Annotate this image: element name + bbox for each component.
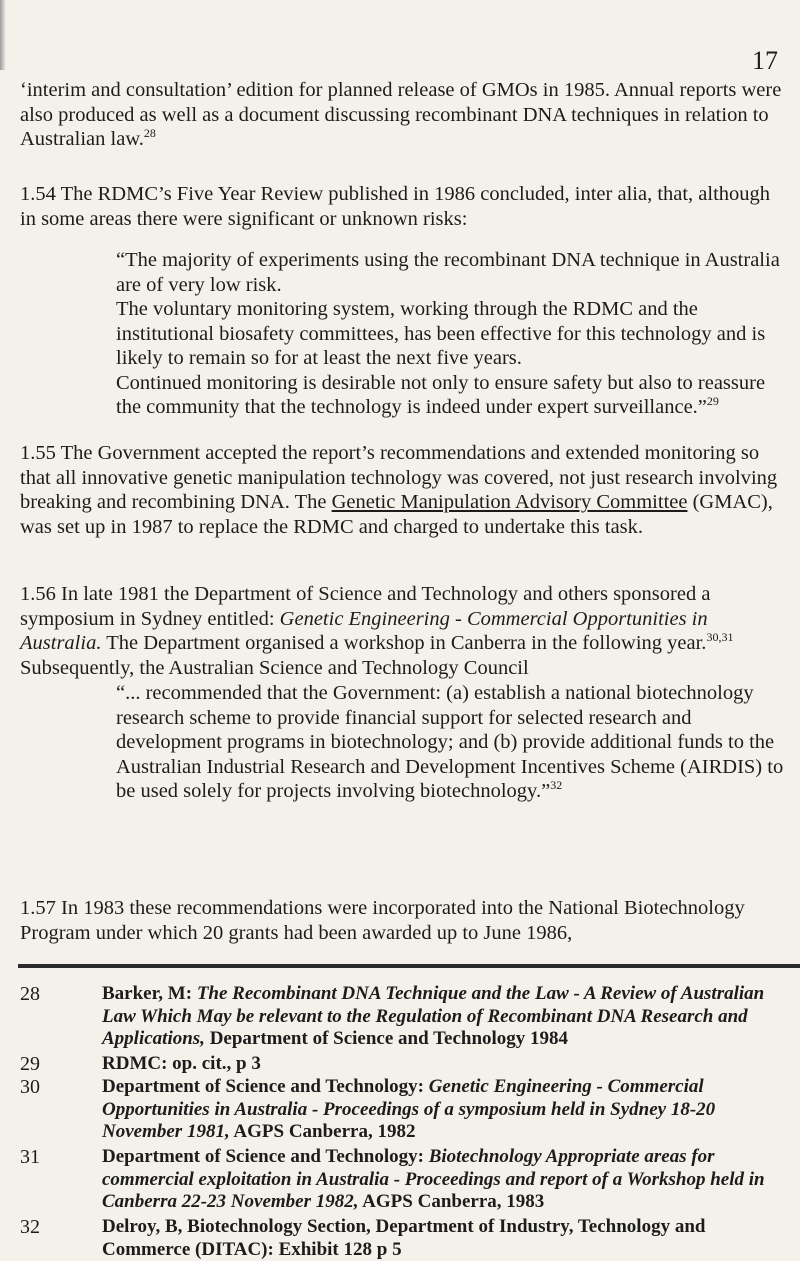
footnote-separator (18, 964, 800, 968)
scan-edge-shadow (0, 0, 6, 70)
footnote-citation: Department of Science and Technology 1984 (204, 1028, 569, 1049)
paragraph-1-56 (20, 582, 790, 680)
underlined-term: Genetic Manipulation Advisory Committee (331, 491, 688, 513)
footnote-citation: AGPS Canberra, 1983 (358, 1191, 545, 1212)
paragraph-intro (20, 78, 790, 152)
footnote-citation: AGPS Canberra, 1982 (229, 1121, 416, 1142)
paragraph-text: 1.56 In late 1981 the Department of Science and Technology and others sponsored a symposium in Sydney entitled: (20, 583, 711, 630)
quote-block-1-56 (116, 681, 786, 804)
footnote-number: 31 (20, 1146, 40, 1168)
quote-text: “... recommended that the Government: (a) establish a national biotechnology research scheme to provide financial support for selected research and development programs in biotechnology; and (b) provide additional funds to the Australian Industrial Research and Development Incentives Scheme (AIRDIS) to be used solely for projects involving biotechnology.” (116, 682, 784, 802)
paragraph-1-54 (20, 182, 790, 231)
quote-line: The voluntary monitoring system, working through the RDMC and the institutional biosafety committees, has been effective for this technology and is likely to remain so for at least the next five years. (116, 298, 766, 369)
footnote-citation: Delroy, B, Biotechnology Section, Department of Industry, Technology and Commerce (DITAC): Exhibit 128 p 5 (102, 1216, 706, 1260)
footnote-31 (20, 1146, 795, 1214)
footnote-text (102, 1216, 795, 1261)
footnote-ref: 29 (706, 394, 719, 409)
footnote-number: 29 (20, 1053, 40, 1075)
footnote-title: The Recombinant DNA Technique and the Law - A Review of Australian Law Which May be relevant to the Regulation of Recombinant DNA Research and Applications, (102, 983, 765, 1049)
footnote-citation: RDMC: op. cit., p 3 (102, 1053, 261, 1074)
footnote-28 (20, 983, 795, 1051)
footnote-citation: Barker, M: (102, 983, 197, 1004)
footnote-citation: Department of Science and Technology: (102, 1146, 429, 1167)
paragraph-text: 1.57 In 1983 these recommendations were incorporated into the National Biotechnology Program under which 20 grants had been awarded up to June 1986, (20, 897, 745, 944)
paragraph-text: The Department organised a workshop in Canberra in the following year. (101, 632, 707, 654)
footnote-29 (20, 1053, 795, 1076)
footnote-text (102, 1076, 795, 1144)
quote-block-1-54 (116, 248, 786, 420)
paragraph-1-57 (20, 896, 790, 945)
symposium-title: Genetic Engineering - Commercial Opportunities in Australia. (20, 607, 708, 654)
footnote-text (102, 1146, 795, 1214)
paragraph-text: 1.54 The RDMC’s Five Year Review published in 1986 concluded, inter alia, that, although in some areas there were significant or unknown risks: (20, 183, 771, 230)
footnote-text (102, 983, 795, 1051)
paragraph-1-55 (20, 441, 790, 539)
quote-line (116, 371, 786, 420)
footnote-ref: 30,31 (706, 630, 734, 645)
paragraph-text: ‘interim and consultation’ edition for planned release of GMOs in 1985. Annual reports were also produced as well as a document discussing recombinant DNA techniques in relation to Australian law. (20, 79, 782, 150)
footnote-ref: 32 (550, 778, 563, 793)
paragraph-text: Subsequently, the Australian Science and Technology Council (20, 656, 529, 679)
footnote-citation: Department of Science and Technology: (102, 1076, 429, 1097)
footnote-number: 32 (20, 1216, 40, 1238)
quote-line: “The majority of experiments using the recombinant DNA technique in Australia are of very low risk. (116, 249, 780, 296)
paragraph-text: 1.55 The Government accepted the report’s recommendations and extended monitoring so that all innovative genetic manipulation technology was covered, not just research involving breaking and recombining DNA. The (20, 442, 778, 513)
footnote-text (102, 1053, 795, 1076)
footnote-ref: 28 (143, 126, 156, 141)
page-number: 17 (752, 46, 778, 75)
footnote-30 (20, 1076, 795, 1144)
quote-text: Continued monitoring is desirable not only to ensure safety but also to reassure the community that the technology is indeed under expert surveillance.” (116, 371, 766, 418)
footnote-title: Biotechnology Appropriate areas for commercial exploitation in Australia - Proceedings and report of a Workshop held in Canberra 22-23 November 1982, (102, 1146, 765, 1212)
footnote-number: 28 (20, 983, 40, 1005)
footnote-32 (20, 1216, 795, 1261)
paragraph-text: (GMAC), was set up in 1987 to replace the RDMC and charged to undertake this task. (20, 491, 773, 538)
footnote-number: 30 (20, 1076, 40, 1098)
footnote-title: Genetic Engineering - Commercial Opportunities in Australia - Proceedings of a symposium held in Sydney 18-20 November 1981, (102, 1076, 716, 1142)
